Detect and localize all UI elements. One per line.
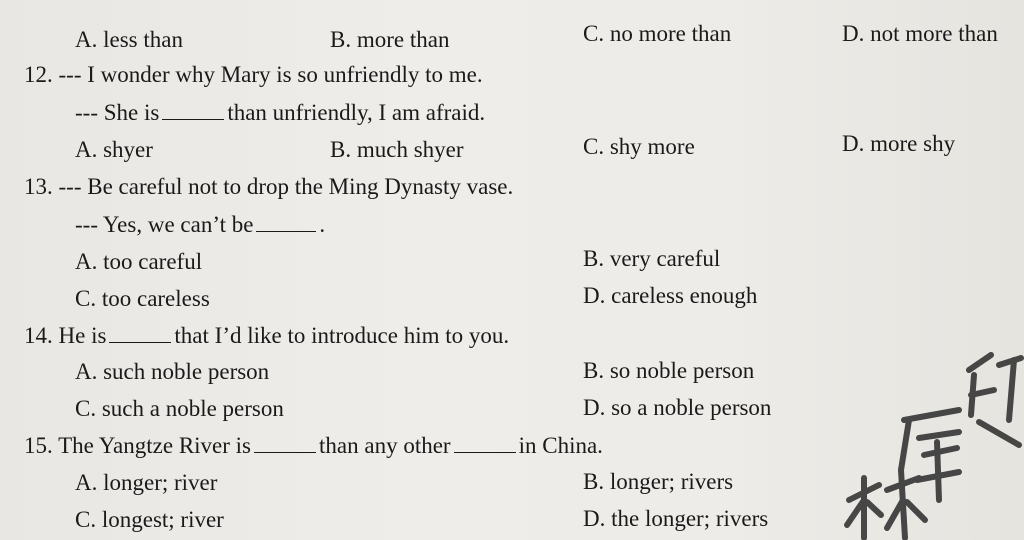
answer-blank[interactable] xyxy=(162,99,224,120)
q15-pre: The Yangtze River is xyxy=(58,433,252,458)
q13-option-c: C. too careless xyxy=(75,286,210,311)
q15-number: 15. xyxy=(24,433,53,458)
q11-option-d: D. not more than xyxy=(842,21,998,46)
q13-number: 13. xyxy=(24,174,53,199)
q12-option-b: B. much shyer xyxy=(330,137,464,162)
q13-line2 xyxy=(75,211,325,239)
q15-mid: than any other xyxy=(319,433,451,458)
q12-stem xyxy=(24,61,483,89)
q14-option-a: A. such noble person xyxy=(75,359,270,384)
q11-option-a: A. less than xyxy=(75,27,183,52)
q12-line1: --- I wonder why Mary is so unfriendly to me. xyxy=(58,62,483,87)
q13-option-b: B. very careful xyxy=(583,246,721,271)
q12-option-c: C. shy more xyxy=(583,134,695,159)
watermark-stamp-icon xyxy=(809,350,1024,540)
q12-line2-post: than unfriendly, I am afraid. xyxy=(227,100,486,125)
q15-option-d: D. the longer; rivers xyxy=(583,506,769,531)
q13-option-a: A. too careful xyxy=(75,249,203,274)
q13-line2-pre: --- Yes, we can’t be xyxy=(75,212,254,237)
q12-option-a: A. shyer xyxy=(75,137,153,162)
q13-option-d: D. careless enough xyxy=(583,283,758,308)
answer-blank[interactable] xyxy=(256,211,316,232)
q13-line1: --- Be careful not to drop the Ming Dynasty vase. xyxy=(58,174,514,199)
q15-option-a: A. longer; river xyxy=(75,470,218,495)
q14-option-b: B. so noble person xyxy=(583,358,755,383)
q11-option-c: C. no more than xyxy=(583,21,732,46)
q13-line2-post: . xyxy=(319,212,326,237)
q11-option-b: B. more than xyxy=(330,27,450,52)
q14-option-c: C. such a noble person xyxy=(75,396,284,421)
q14-pre: He is xyxy=(58,323,107,348)
q14-stem xyxy=(24,322,509,350)
answer-blank[interactable] xyxy=(254,432,316,453)
q12-number: 12. xyxy=(24,62,53,87)
answer-blank[interactable] xyxy=(454,432,516,453)
q12-line2 xyxy=(75,99,485,127)
answer-blank[interactable] xyxy=(109,322,171,343)
q15-stem xyxy=(24,432,603,460)
q15-post: in China. xyxy=(518,433,603,458)
q14-number: 14. xyxy=(24,323,53,348)
q15-option-b: B. longer; rivers xyxy=(583,469,734,494)
q15-option-c: C. longest; river xyxy=(75,507,224,532)
q12-option-d: D. more shy xyxy=(842,131,956,156)
q14-option-d: D. so a noble person xyxy=(583,395,772,420)
q13-stem xyxy=(24,173,513,201)
q14-post: that I’d like to introduce him to you. xyxy=(174,323,510,348)
q12-line2-pre: --- She is xyxy=(75,100,160,125)
